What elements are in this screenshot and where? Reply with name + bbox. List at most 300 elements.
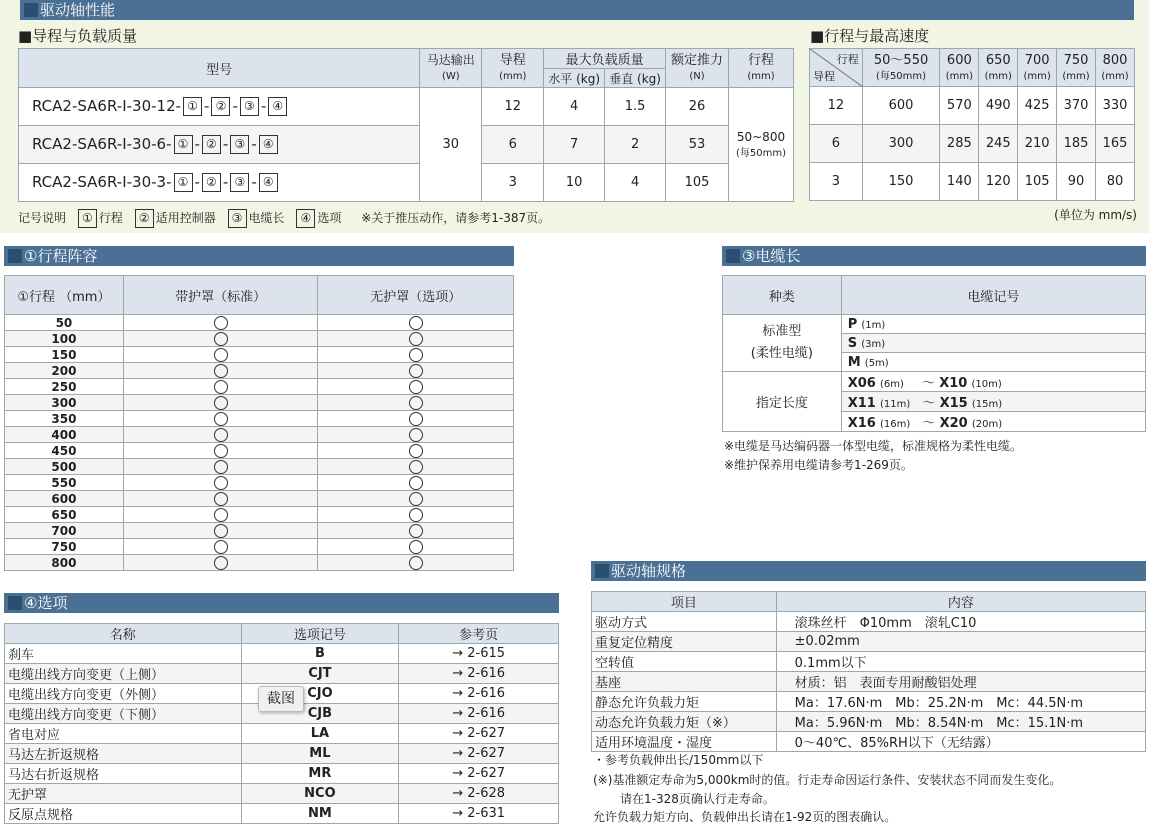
stroke-value: 50 xyxy=(5,315,124,331)
available-circle-icon xyxy=(409,348,423,362)
option-code: LA xyxy=(241,724,399,744)
option-name: 电缆出线方向变更（外侧） xyxy=(5,684,242,704)
header-thrust-label: 额定推力 xyxy=(671,53,724,68)
col-label: 750 xyxy=(1063,52,1089,68)
stroke-row xyxy=(5,475,514,491)
corner-lead-label: 导程 xyxy=(813,70,835,83)
title-square-icon xyxy=(726,249,740,263)
spec-item: 静态允许负载力矩 xyxy=(592,692,777,712)
no-cover-cell xyxy=(318,523,514,539)
legend-row xyxy=(18,209,550,228)
option-name: 无护罩 xyxy=(5,784,242,804)
stroke-row xyxy=(5,411,514,427)
stroke-value: 750 xyxy=(5,539,124,555)
available-circle-icon xyxy=(214,556,228,570)
option-row xyxy=(5,804,559,824)
available-circle-icon xyxy=(409,460,423,474)
header-model: 型号 xyxy=(19,49,420,88)
cable-title: ③电缆长 xyxy=(742,247,801,265)
option-name: 刹车 xyxy=(5,644,242,664)
speed-section-title: ■行程与最高速度 xyxy=(810,27,930,45)
legend-item: 适用控制器 xyxy=(155,211,216,225)
speed-lead: 3 xyxy=(810,163,863,201)
lead-value: 3 xyxy=(482,164,544,202)
col-unit: (mm) xyxy=(984,70,1012,82)
thrust-value: 26 xyxy=(666,88,729,126)
speed-lead: 12 xyxy=(810,87,863,125)
available-circle-icon xyxy=(214,396,228,410)
stroke-row xyxy=(5,331,514,347)
cable-standard-type xyxy=(723,315,842,372)
option-page: → 2-615 xyxy=(399,644,559,664)
spec-row xyxy=(592,652,1146,672)
legend-note: ※关于推压动作，请参考1-387页。 xyxy=(361,211,551,225)
speed-value: 120 xyxy=(979,163,1018,201)
available-circle-icon xyxy=(214,476,228,490)
with-cover-cell xyxy=(123,315,318,331)
options-name-header: 名称 xyxy=(5,624,242,644)
available-circle-icon xyxy=(214,316,228,330)
spec-title-bar xyxy=(591,561,1146,581)
option-code: MR xyxy=(241,764,399,784)
speed-value: 210 xyxy=(1018,125,1057,163)
options-code-header: 选项记号 xyxy=(241,624,399,644)
available-circle-icon xyxy=(409,428,423,442)
col-label: 50～550 xyxy=(873,52,929,68)
cable-type-header: 种类 xyxy=(723,276,842,315)
cable-code: X11 xyxy=(847,396,876,411)
cable-len: (10m) xyxy=(971,379,1002,390)
stroke-value: 700 xyxy=(5,523,124,539)
available-circle-icon xyxy=(409,364,423,378)
speed-value: 285 xyxy=(940,125,979,163)
available-circle-icon xyxy=(409,524,423,538)
option-code: B xyxy=(241,644,399,664)
stroke-row xyxy=(5,347,514,363)
stroke-row xyxy=(5,379,514,395)
col-label: 800 xyxy=(1102,52,1128,68)
stroke-value: 550 xyxy=(5,475,124,491)
available-circle-icon xyxy=(214,524,228,538)
legend-item: 选项 xyxy=(317,211,342,225)
header-thrust xyxy=(666,49,729,88)
box-num: ② xyxy=(135,209,154,228)
available-circle-icon xyxy=(409,508,423,522)
spec-content: 材质：铝 表面专用耐酸铝处理 xyxy=(776,672,1145,692)
model-cell: RCA2-SA6R-I-30-6- ① - ② - ③ - ④ xyxy=(19,126,420,164)
speed-col-header xyxy=(1018,49,1057,87)
options-table xyxy=(4,623,559,824)
stroke-row xyxy=(5,427,514,443)
available-circle-icon xyxy=(214,380,228,394)
cable-code-row xyxy=(841,412,1145,432)
legend-label: 记号说明 xyxy=(18,211,67,225)
vertical-value: 1.5 xyxy=(605,88,666,126)
no-cover-cell xyxy=(318,315,514,331)
available-circle-icon xyxy=(409,412,423,426)
stroke-row xyxy=(5,443,514,459)
stroke-row xyxy=(5,523,514,539)
option-name: 马达右折返规格 xyxy=(5,764,242,784)
no-cover-cell xyxy=(318,443,514,459)
available-circle-icon xyxy=(214,364,228,378)
cable-code-row xyxy=(841,315,1145,334)
cable-len: (20m) xyxy=(971,419,1003,430)
spec-note: 允许负载力矩方向、负载伸出长请在1-92页的图表确认。 xyxy=(593,810,897,824)
cable-len: (1m) xyxy=(861,319,886,331)
cable-len: (15m) xyxy=(971,399,1003,410)
stroke-matrix-table xyxy=(4,275,514,571)
cable-specified-type: 指定长度 xyxy=(723,372,842,432)
option-row xyxy=(5,764,559,784)
no-cover-cell xyxy=(318,331,514,347)
spec-note: 请在1-328页确认行走寿命。 xyxy=(620,792,775,806)
model-cell: RCA2-SA6R-I-30-12- ① - ② - ③ - ④ xyxy=(19,88,420,126)
with-cover-cell xyxy=(123,347,318,363)
stroke-rows xyxy=(5,315,514,571)
lead-value: 12 xyxy=(482,88,544,126)
stroke-row xyxy=(5,459,514,475)
with-cover-cell xyxy=(123,395,318,411)
available-circle-icon xyxy=(214,540,228,554)
available-circle-icon xyxy=(409,316,423,330)
available-circle-icon xyxy=(214,348,228,362)
options-rows xyxy=(5,644,559,824)
screenshot-tip[interactable]: 截图 xyxy=(258,686,304,712)
speed-lead: 6 xyxy=(810,125,863,163)
cable-code: X15 xyxy=(939,396,968,411)
spec-item: 重复定位精度 xyxy=(592,632,777,652)
col-label: 650 xyxy=(985,52,1011,68)
option-row xyxy=(5,784,559,804)
spec-content: 0.1mm以下 xyxy=(776,652,1145,672)
with-cover-cell xyxy=(123,331,318,347)
speed-col-header xyxy=(862,49,940,87)
no-cover-cell xyxy=(318,395,514,411)
stroke-row xyxy=(5,507,514,523)
with-cover-cell xyxy=(123,475,318,491)
vertical-value: 2 xyxy=(605,126,666,164)
cable-len: (6m) xyxy=(879,379,904,390)
cable-code: X16 xyxy=(847,416,876,431)
spec-item: 动态允许负载力矩（※） xyxy=(592,712,777,732)
available-circle-icon xyxy=(409,396,423,410)
spec-note: ・参考负载伸出长/150mm以下 xyxy=(593,753,764,767)
available-circle-icon xyxy=(409,332,423,346)
stroke-row xyxy=(5,491,514,507)
cable-code-header: 电缆记号 xyxy=(841,276,1145,315)
spec-row xyxy=(592,692,1146,712)
box-num: ③ xyxy=(230,173,249,192)
cable-len: (16m) xyxy=(879,419,911,430)
cable-len: (3m) xyxy=(861,338,886,350)
option-page: → 2-616 xyxy=(399,704,559,724)
options-page-header: 参考页 xyxy=(399,624,559,644)
header-horizontal: 水平 (kg) xyxy=(544,69,605,88)
spec-content: Ma：5.96N·m Mb：8.54N·m Mc：15.1N·m xyxy=(776,712,1145,732)
stroke-row xyxy=(5,363,514,379)
corner-cell xyxy=(810,49,863,87)
header-stroke xyxy=(728,49,793,88)
speed-unit-note: (单位为 mm/s) xyxy=(1054,208,1137,222)
with-cover-cell xyxy=(123,491,318,507)
option-page: → 2-627 xyxy=(399,764,559,784)
option-name: 电缆出线方向变更（下侧） xyxy=(5,704,242,724)
stroke-value: 350 xyxy=(5,411,124,427)
box-num: ④ xyxy=(268,97,287,116)
header-stroke-label: 行程 xyxy=(747,53,774,68)
vertical-value: 4 xyxy=(605,164,666,202)
stroke-matrix-title: ①行程阵容 xyxy=(24,247,98,265)
with-cover-cell xyxy=(123,523,318,539)
lead-value: 6 xyxy=(482,126,544,164)
stroke-row xyxy=(5,315,514,331)
cable-note: ※维护保养用电缆请参考1-269页。 xyxy=(724,458,913,472)
cable-len: (5m) xyxy=(864,357,889,369)
spec-rows xyxy=(592,612,1146,752)
option-row xyxy=(5,724,559,744)
cable-code: S xyxy=(847,335,858,351)
col-unit: (mm) xyxy=(945,70,973,82)
header-vertical: 垂直 (kg) xyxy=(605,69,666,88)
speed-value: 80 xyxy=(1096,163,1135,201)
range-sep: ～ xyxy=(922,376,936,391)
speed-value: 600 xyxy=(862,87,940,125)
spec-row xyxy=(592,672,1146,692)
stroke-value: 250 xyxy=(5,379,124,395)
std-type-sub: (柔性电缆) xyxy=(750,346,813,361)
header-lead-unit: (mm) xyxy=(499,71,527,82)
no-cover-cell xyxy=(318,491,514,507)
performance-title-bar xyxy=(20,0,1134,20)
motor-value: 30 xyxy=(420,88,482,202)
horizontal-value: 4 xyxy=(544,88,605,126)
option-page: → 2-616 xyxy=(399,664,559,684)
horizontal-value: 7 xyxy=(544,126,605,164)
cable-code-row xyxy=(841,353,1145,372)
with-cover-cell xyxy=(123,555,318,571)
speed-value: 570 xyxy=(940,87,979,125)
box-num: ① xyxy=(174,135,193,154)
available-circle-icon xyxy=(409,380,423,394)
header-thrust-unit: (N) xyxy=(689,71,705,82)
spec-content: 0～40℃、85%RH以下（无结露） xyxy=(776,732,1145,752)
option-row xyxy=(5,664,559,684)
speed-col-header xyxy=(1057,49,1096,87)
cable-code-row xyxy=(841,372,1145,392)
cable-code: X20 xyxy=(939,416,968,431)
col-unit: (mm) xyxy=(1062,70,1090,82)
stroke-value: 650 xyxy=(5,507,124,523)
horizontal-value: 10 xyxy=(544,164,605,202)
title-square-icon xyxy=(8,596,22,610)
options-title: ④选项 xyxy=(24,594,68,612)
lead-load-table xyxy=(18,48,794,202)
spec-title: 驱动轴规格 xyxy=(611,562,687,580)
spec-item: 空转值 xyxy=(592,652,777,672)
no-cover-cell xyxy=(318,427,514,443)
option-row xyxy=(5,644,559,664)
option-page: → 2-627 xyxy=(399,744,559,764)
speed-col-header xyxy=(940,49,979,87)
option-page: → 2-627 xyxy=(399,724,559,744)
with-cover-cell xyxy=(123,411,318,427)
header-lead xyxy=(482,49,544,88)
cable-code: X10 xyxy=(939,376,968,391)
with-cover-cell xyxy=(123,363,318,379)
cable-note: ※电缆是马达编码器一体型电缆，标准规格为柔性电缆。 xyxy=(724,439,1023,453)
speed-value: 140 xyxy=(940,163,979,201)
spec-row xyxy=(592,732,1146,752)
no-cover-cell xyxy=(318,411,514,427)
no-cover-cell xyxy=(318,379,514,395)
available-circle-icon xyxy=(409,476,423,490)
spec-item: 驱动方式 xyxy=(592,612,777,632)
spec-content: Ma：17.6N·m Mb：25.2N·m Mc：44.5N·m xyxy=(776,692,1145,712)
stroke-value: 600 xyxy=(5,491,124,507)
model-text: RCA2-SA6R-I-30-6- xyxy=(32,135,172,153)
option-code: ML xyxy=(241,744,399,764)
box-num: ③ xyxy=(228,209,247,228)
cable-code-row xyxy=(841,334,1145,353)
header-stroke-unit: (mm) xyxy=(747,71,775,82)
cable-code: X06 xyxy=(847,376,876,391)
spec-content-header: 内容 xyxy=(776,592,1145,612)
cable-code: M xyxy=(847,354,861,370)
stroke-value: 800 xyxy=(5,555,124,571)
option-page: → 2-616 xyxy=(399,684,559,704)
with-cover-cell xyxy=(123,507,318,523)
option-code: CJO xyxy=(241,684,399,704)
performance-title: 驱动轴性能 xyxy=(40,1,116,19)
header-motor xyxy=(420,49,482,88)
col-label: 700 xyxy=(1024,52,1050,68)
box-num: ① xyxy=(183,97,202,116)
speed-value: 370 xyxy=(1057,87,1096,125)
speed-value: 425 xyxy=(1018,87,1057,125)
available-circle-icon xyxy=(409,556,423,570)
model-text: RCA2-SA6R-I-30-3- xyxy=(32,173,172,191)
col-unit: (每50mm) xyxy=(876,70,927,82)
spec-table xyxy=(591,591,1146,752)
legend-item: 行程 xyxy=(98,211,123,225)
range-sep: ～ xyxy=(922,396,936,411)
stroke-value: 450 xyxy=(5,443,124,459)
stroke-row xyxy=(5,539,514,555)
stroke-row xyxy=(5,395,514,411)
cable-len: (11m) xyxy=(879,399,911,410)
box-num: ④ xyxy=(296,209,315,228)
thrust-value: 53 xyxy=(666,126,729,164)
col-unit: (mm) xyxy=(1101,70,1129,82)
speed-col-header xyxy=(1096,49,1135,87)
with-cover-cell xyxy=(123,459,318,475)
available-circle-icon xyxy=(409,540,423,554)
title-square-icon xyxy=(595,564,609,578)
legend-item: 电缆长 xyxy=(248,211,285,225)
option-row xyxy=(5,744,559,764)
with-cover-cell xyxy=(123,443,318,459)
title-square-icon xyxy=(8,249,22,263)
box-num: ① xyxy=(174,173,193,192)
stroke-range: 50~800 xyxy=(736,129,786,144)
spec-row xyxy=(592,612,1146,632)
spec-item: 基座 xyxy=(592,672,777,692)
no-cover-cell xyxy=(318,555,514,571)
option-page: → 2-631 xyxy=(399,804,559,824)
no-cover-header: 无护罩（选项） xyxy=(318,276,514,315)
speed-value: 165 xyxy=(1096,125,1135,163)
available-circle-icon xyxy=(409,444,423,458)
header-lead-label: 导程 xyxy=(499,53,526,68)
header-motor-label: 马达输出 xyxy=(426,53,475,67)
speed-value: 185 xyxy=(1057,125,1096,163)
speed-value: 150 xyxy=(862,163,940,201)
box-num: ④ xyxy=(259,135,278,154)
box-num: ② xyxy=(211,97,230,116)
option-code: NM xyxy=(241,804,399,824)
cable-code-row xyxy=(841,392,1145,412)
spec-content: ±0.02mm xyxy=(776,632,1145,652)
option-code: NCO xyxy=(241,784,399,804)
box-num: ② xyxy=(202,173,221,192)
option-name: 马达左折返规格 xyxy=(5,744,242,764)
speed-table xyxy=(809,48,1135,201)
available-circle-icon xyxy=(214,444,228,458)
box-num: ③ xyxy=(230,135,249,154)
available-circle-icon xyxy=(409,492,423,506)
box-num: ④ xyxy=(259,173,278,192)
available-circle-icon xyxy=(214,332,228,346)
stroke-value xyxy=(728,88,793,202)
with-cover-header: 带护罩（标准） xyxy=(123,276,318,315)
stroke-header: ①行程 （mm） xyxy=(5,276,124,315)
header-motor-unit: (W) xyxy=(441,71,460,82)
option-code: CJT xyxy=(241,664,399,684)
stroke-value: 300 xyxy=(5,395,124,411)
speed-value: 490 xyxy=(979,87,1018,125)
option-page: → 2-628 xyxy=(399,784,559,804)
speed-value: 300 xyxy=(862,125,940,163)
lead-section-title: ■导程与负载质量 xyxy=(18,27,138,45)
box-num: ① xyxy=(78,209,97,228)
header-max-load: 最大负载质量 xyxy=(544,49,666,69)
cable-table xyxy=(722,275,1146,432)
range-sep: ～ xyxy=(922,416,936,431)
available-circle-icon xyxy=(214,460,228,474)
box-num: ② xyxy=(202,135,221,154)
available-circle-icon xyxy=(214,428,228,442)
speed-value: 105 xyxy=(1018,163,1057,201)
with-cover-cell xyxy=(123,379,318,395)
stroke-matrix-title-bar xyxy=(4,246,514,266)
option-code: CJB xyxy=(241,704,399,724)
spec-item-header: 项目 xyxy=(592,592,777,612)
available-circle-icon xyxy=(214,508,228,522)
speed-value: 330 xyxy=(1096,87,1135,125)
cable-code: P xyxy=(847,316,858,332)
spec-item: 适用环境温度・湿度 xyxy=(592,732,777,752)
cable-title-bar xyxy=(722,246,1146,266)
stroke-value: 500 xyxy=(5,459,124,475)
model-text: RCA2-SA6R-I-30-12- xyxy=(32,97,182,115)
option-name: 电缆出线方向变更（上侧） xyxy=(5,664,242,684)
stroke-value: 150 xyxy=(5,347,124,363)
no-cover-cell xyxy=(318,347,514,363)
corner-stroke-label: 行程 xyxy=(836,53,859,66)
spec-content: 滚珠丝杆 Φ10mm 滚轧C10 xyxy=(776,612,1145,632)
speed-value: 245 xyxy=(979,125,1018,163)
